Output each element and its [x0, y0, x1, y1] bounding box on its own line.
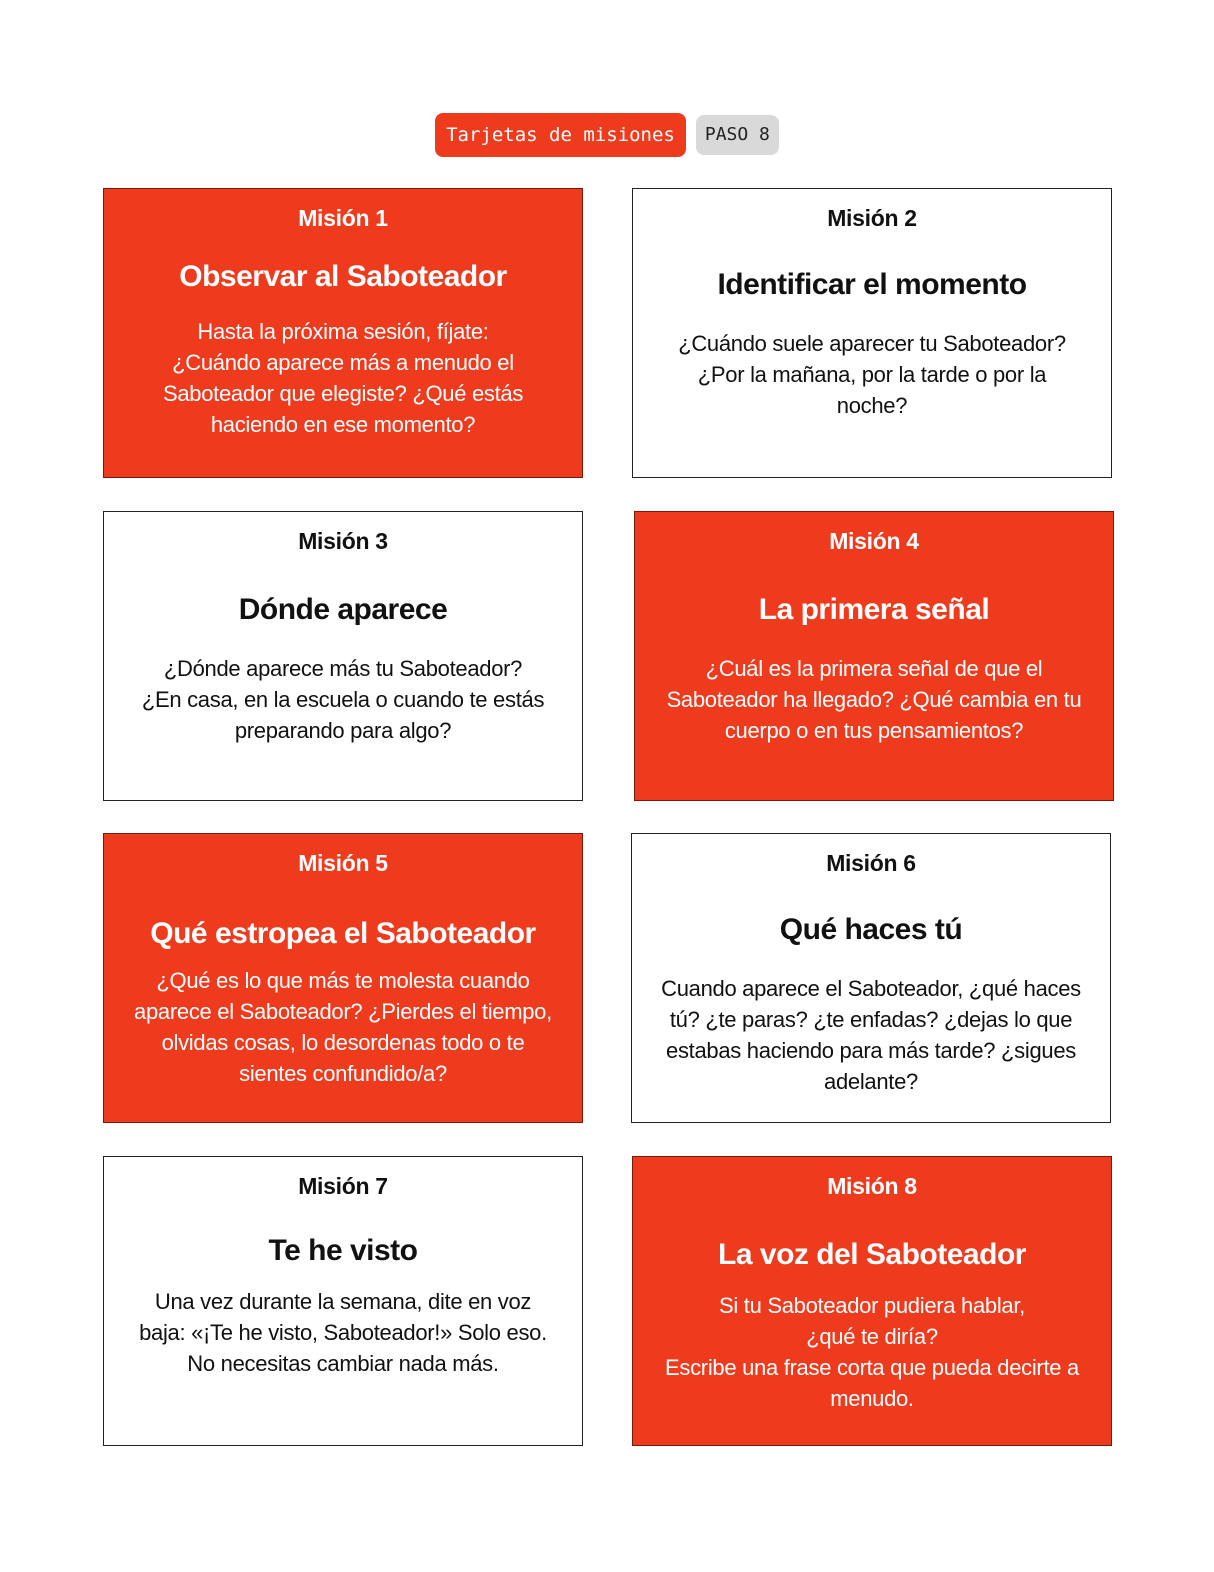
mission-title: Qué estropea el Saboteador [150, 917, 536, 950]
mission-card-4 [634, 511, 1114, 801]
step-badge: PASO 8 [696, 115, 779, 155]
mission-title: Dónde aparece [238, 593, 448, 626]
mission-number: Misión 5 [298, 850, 388, 876]
mission-title: Qué haces tú [779, 913, 963, 946]
section-title-badge: Tarjetas de misiones [435, 113, 686, 157]
page-header [0, 113, 1214, 157]
mission-body: ¿Qué es lo que más te molesta cuando aparece el Saboteador? ¿Pierdes el tiempo, olvidas cosas, lo desordenas todo o te sientes confundido/a? [134, 968, 552, 1086]
mission-title: Identificar el momento [717, 268, 1027, 301]
mission-number: Misión 1 [298, 205, 388, 231]
mission-number: Misión 8 [827, 1173, 917, 1199]
mission-body: ¿Cuál es la primera señal de que el Saboteador ha llegado? ¿Qué cambia en tu cuerpo o en tus pensamientos? [666, 656, 1082, 743]
mission-title: La primera señal [758, 593, 990, 626]
mission-body: Una vez durante la semana, dite en voz baja: «¡Te he visto, Saboteador!» Solo eso. No necesitas cambiar nada más. [139, 1289, 547, 1376]
mission-body: Cuando aparece el Saboteador, ¿qué haces tú? ¿te paras? ¿te enfadas? ¿dejas lo que estabas haciendo para más tarde? ¿sigues adelante? [661, 976, 1081, 1094]
mission-body: ¿Dónde aparece más tu Saboteador? ¿En casa, en la escuela o cuando te estás preparando para algo? [141, 656, 545, 743]
mission-number: Misión 4 [829, 528, 919, 554]
mission-title: Observar al Saboteador [179, 260, 507, 293]
mission-number: Misión 7 [298, 1173, 388, 1199]
mission-card-7 [103, 1156, 583, 1446]
mission-card-1 [103, 188, 583, 478]
mission-card-2 [632, 188, 1112, 478]
mission-card-6 [631, 833, 1111, 1123]
mission-number: Misión 3 [298, 528, 388, 554]
mission-body: Si tu Saboteador pudiera hablar, ¿qué te diría? Escribe una frase corta que pueda decirte a menudo. [665, 1293, 1079, 1411]
mission-body: ¿Cuándo suele aparecer tu Saboteador? ¿Por la mañana, por la tarde o por la noche? [678, 331, 1066, 418]
mission-card-5 [103, 833, 583, 1123]
mission-card-3 [103, 511, 583, 801]
mission-body: Hasta la próxima sesión, fíjate: ¿Cuándo aparece más a menudo el Saboteador que elegiste? ¿Qué estás haciendo en ese momento? [162, 319, 524, 437]
mission-number: Misión 6 [826, 850, 916, 876]
mission-title: La voz del Saboteador [718, 1238, 1026, 1271]
mission-number: Misión 2 [827, 205, 917, 231]
mission-title: Te he visto [268, 1234, 418, 1267]
mission-card-8 [632, 1156, 1112, 1446]
